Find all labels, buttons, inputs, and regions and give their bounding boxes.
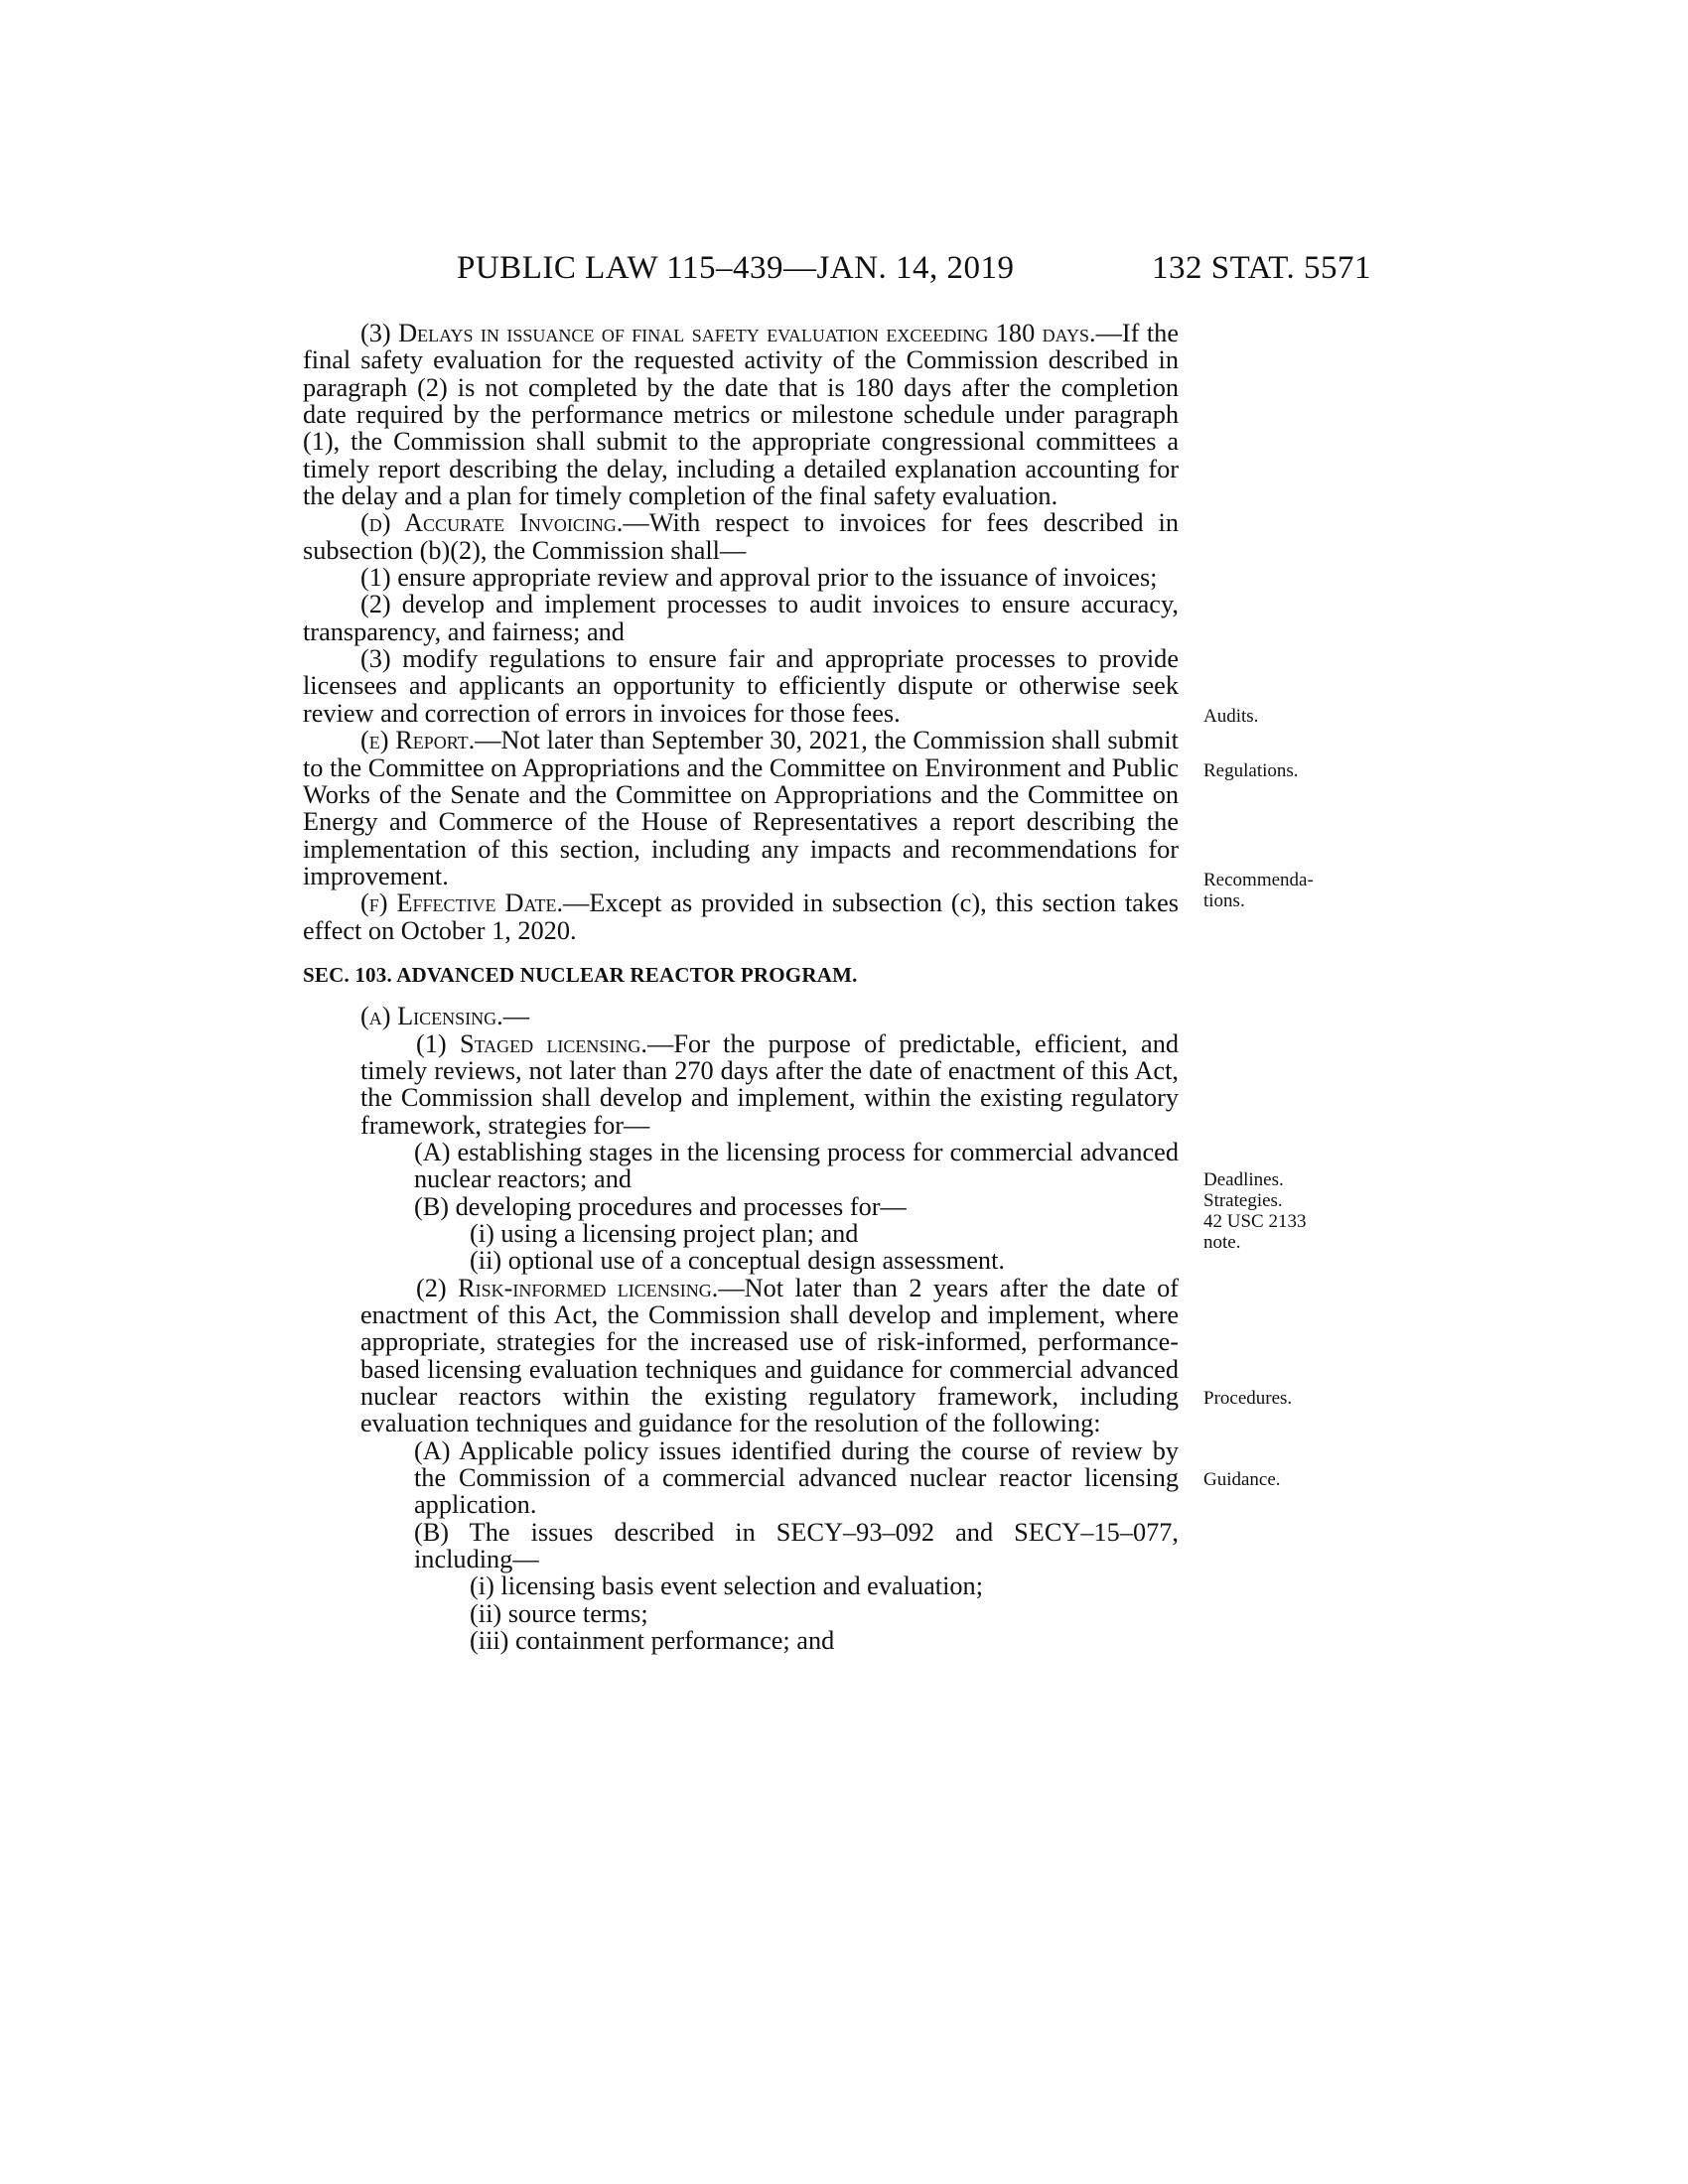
subparagraph-a2A: (A) Applicable policy issues identified during the course of review by the Commission of a commercial advanced nuclear reactor licensing application. xyxy=(414,1435,1179,1520)
margin-note-deadlines: Deadlines. Strategies. 42 USC 2133 note. xyxy=(1203,1169,1307,1253)
clause-a2Bii: (ii) source terms; xyxy=(470,1598,648,1628)
subsection-e: (e) Report.—Not later than September 30, 2021, the Commission shall submit to the Committee on Appropriations and the Committee on Environment and Public Works of the Senate and the Committee on Appropriations and the Committee on Energy and Commerce of the House of Representatives a report describing the implementation of this section, including any impacts and recommendations for improvement. xyxy=(303,726,1179,890)
subparagraph-a2B: (B) The issues described in SECY–93–092 and SECY–15–077, including— xyxy=(414,1517,1179,1574)
heading-effective-date: (f) Effective Date. xyxy=(360,888,564,918)
subsection-a: (a) Licensing.— xyxy=(360,1002,530,1031)
document-body xyxy=(303,320,1179,1655)
subsection-d: (d) Accurate Invoicing.—With respect to invoices for fees described in subsection (b)(2), the Commission shall— xyxy=(303,508,1179,565)
heading-staged-licensing: (1) Staged licensing. xyxy=(416,1028,648,1058)
margin-note-audits: Audits. xyxy=(1203,706,1259,727)
paragraph-d2: (2) develop and implement processes to audit invoices to ensure accuracy, transparency, and fairness; and xyxy=(303,590,1179,646)
heading-accurate-invoicing: (d) Accurate Invoicing. xyxy=(360,508,624,538)
margin-note-procedures: Procedures. xyxy=(1203,1388,1293,1409)
margin-note-regulations: Regulations. xyxy=(1203,760,1299,781)
subparagraph-a1A: (A) establishing stages in the licensing process for commercial advanced nuclear reactors; and xyxy=(414,1137,1179,1194)
paragraph-d3: (3) modify regulations to ensure fair and appropriate processes to provide licensees and applicants an opportunity to efficiently dispute or otherwise seek review and correction of errors in invoices for those fees. xyxy=(303,644,1179,728)
paragraph-a2: (2) Risk-informed licensing.—Not later than 2 years after the date of enactment of this Act, the Commission shall develop and implement, where appropriate, strategies for the increased use of risk-informed, performance-based licensing evaluation techniques and guidance for commercial advanced nuclear reactors within the existing regulatory framework, including evaluation techniques and guidance for the resolution of the following: xyxy=(360,1273,1179,1438)
section-heading: SEC. 103. ADVANCED NUCLEAR REACTOR PROGRAM. xyxy=(303,962,858,987)
paragraph-d1: (1) ensure appropriate review and approval prior to the issuance of invoices; xyxy=(360,563,1158,593)
margin-note-recommendations: Recommenda- tions. xyxy=(1203,870,1314,911)
paragraph-a1: (1) Staged licensing.—For the purpose of predictable, efficient, and timely reviews, not later than 270 days after the date of enactment of this Act, the Commission shall develop and implement, within the existing regulatory framework, strategies for— xyxy=(360,1028,1179,1140)
subparagraph-a1B: (B) developing procedures and processes for— xyxy=(414,1191,907,1221)
page-header-title: PUBLIC LAW 115–439—JAN. 14, 2019 xyxy=(457,250,1015,286)
clause-a1Bi: (i) using a licensing project plan; and xyxy=(470,1219,859,1248)
clause-a2Bi: (i) licensing basis event selection and evaluation; xyxy=(470,1571,984,1601)
page-header-stat: 132 STAT. 5571 xyxy=(1152,250,1372,286)
subsection-f: (f) Effective Date.—Except as provided in subsection (c), this section takes effect on October 1, 2020. xyxy=(303,888,1179,945)
paragraph-c3: (3) Delays in issuance of final safety evaluation exceeding 180 days.—If the final safety evaluation for the requested activity of the Commission described in paragraph (2) is not completed by the date that is 180 days after the completion date required by the performance metrics or milestone schedule under paragraph (1), the Commission shall submit to the appropriate congressional committees a timely report describing the delay, including a detailed explanation accounting for the delay and a plan for timely completion of the final safety evaluation. xyxy=(303,319,1180,511)
heading-report: (e) Report. xyxy=(360,726,476,755)
heading-risk-informed: (2) Risk-informed licensing. xyxy=(416,1273,719,1302)
clause-a1Bii: (ii) optional use of a conceptual design assessment. xyxy=(470,1246,1005,1276)
margin-note-guidance: Guidance. xyxy=(1203,1469,1281,1490)
heading-delays: (3) Delays in issuance of final safety evaluation exceeding 180 days. xyxy=(360,319,1096,347)
clause-a2Biii: (iii) containment performance; and xyxy=(470,1626,835,1656)
